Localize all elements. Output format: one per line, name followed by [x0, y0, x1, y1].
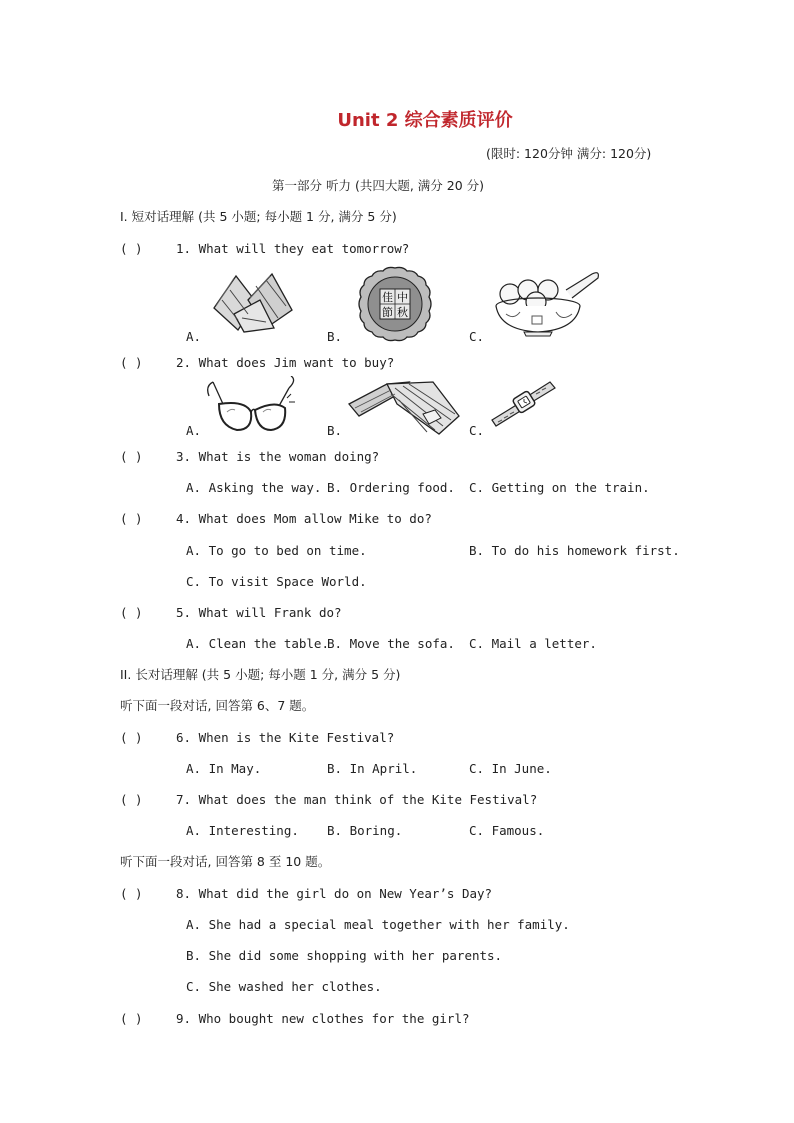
question-8: 8. What did the girl do on New Year’s Day? — [176, 886, 493, 901]
tie-icon — [347, 376, 463, 438]
section2-instruction-1: 听下面一段对话, 回答第 6、7 题。 — [120, 698, 315, 713]
answer-blank[interactable]: ( ) — [120, 1011, 143, 1026]
q5-option-b[interactable]: B. Move the sofa. — [327, 636, 455, 651]
part1-heading: 第一部分 听力 (共四大题, 满分 20 分) — [272, 178, 485, 193]
answer-blank[interactable]: ( ) — [120, 449, 143, 464]
q7-option-c[interactable]: C. Famous. — [469, 823, 545, 838]
answer-blank[interactable]: ( ) — [120, 886, 143, 901]
mooncake-char-4: 節 — [382, 306, 393, 319]
q3-option-b[interactable]: B. Ordering food. — [327, 480, 455, 495]
question-4: 4. What does Mom allow Mike to do? — [176, 511, 432, 526]
q4-option-a[interactable]: A. To go to bed on time. — [186, 543, 367, 558]
tangyuan-bowl-icon — [494, 268, 602, 338]
q2-option-c[interactable]: C. — [469, 423, 485, 438]
q1-option-a[interactable]: A. — [186, 329, 202, 344]
mooncake-char-3: 佳 — [382, 291, 393, 304]
mooncake-char-1: 中 — [397, 291, 408, 304]
time-limit: (限时: 120分钟 满分: 120分) — [486, 146, 652, 161]
q3-option-a[interactable]: A. Asking the way. — [186, 480, 322, 495]
zongzi-icon — [208, 270, 294, 336]
sunglasses-icon — [205, 376, 297, 438]
section1-heading: I. 短对话理解 (共 5 小题; 每小题 1 分, 满分 5 分) — [120, 209, 397, 224]
q8-option-b[interactable]: B. She did some shopping with her parents. — [186, 948, 503, 963]
answer-blank[interactable]: ( ) — [120, 511, 143, 526]
q5-option-c[interactable]: C. Mail a letter. — [469, 636, 597, 651]
q2-option-b[interactable]: B. — [327, 423, 343, 438]
q3-option-c[interactable]: C. Getting on the train. — [469, 480, 650, 495]
q4-option-b[interactable]: B. To do his homework first. — [469, 543, 680, 558]
question-9: 9. Who bought new clothes for the girl? — [176, 1011, 470, 1026]
mooncake-icon — [357, 266, 433, 342]
answer-blank[interactable]: ( ) — [120, 355, 143, 370]
q6-option-b[interactable]: B. In April. — [327, 761, 418, 776]
answer-blank[interactable]: ( ) — [120, 730, 143, 745]
q4-option-c[interactable]: C. To visit Space World. — [186, 574, 367, 589]
section2-instruction-2: 听下面一段对话, 回答第 8 至 10 题。 — [120, 854, 331, 869]
question-3: 3. What is the woman doing? — [176, 449, 380, 464]
question-2: 2. What does Jim want to buy? — [176, 355, 395, 370]
q6-option-c[interactable]: C. In June. — [469, 761, 552, 776]
q1-option-c[interactable]: C. — [469, 329, 485, 344]
q1-option-b[interactable]: B. — [327, 329, 343, 344]
q2-option-a[interactable]: A. — [186, 423, 202, 438]
question-1: 1. What will they eat tomorrow? — [176, 241, 410, 256]
q8-option-c[interactable]: C. She washed her clothes. — [186, 979, 382, 994]
page-title: Unit 2 综合素质评价 — [337, 110, 513, 131]
answer-blank[interactable]: ( ) — [120, 605, 143, 620]
question-7: 7. What does the man think of the Kite Festival? — [176, 792, 538, 807]
q5-option-a[interactable]: A. Clean the table. — [186, 636, 329, 651]
q8-option-a[interactable]: A. She had a special meal together with her family. — [186, 917, 570, 932]
q7-option-a[interactable]: A. Interesting. — [186, 823, 299, 838]
watch-icon — [488, 380, 558, 428]
q6-option-a[interactable]: A. In May. — [186, 761, 262, 776]
section2-heading: II. 长对话理解 (共 5 小题; 每小题 1 分, 满分 5 分) — [120, 667, 401, 682]
answer-blank[interactable]: ( ) — [120, 241, 143, 256]
question-6: 6. When is the Kite Festival? — [176, 730, 395, 745]
question-5: 5. What will Frank do? — [176, 605, 342, 620]
answer-blank[interactable]: ( ) — [120, 792, 143, 807]
q7-option-b[interactable]: B. Boring. — [327, 823, 403, 838]
mooncake-char-2: 秋 — [397, 306, 408, 319]
